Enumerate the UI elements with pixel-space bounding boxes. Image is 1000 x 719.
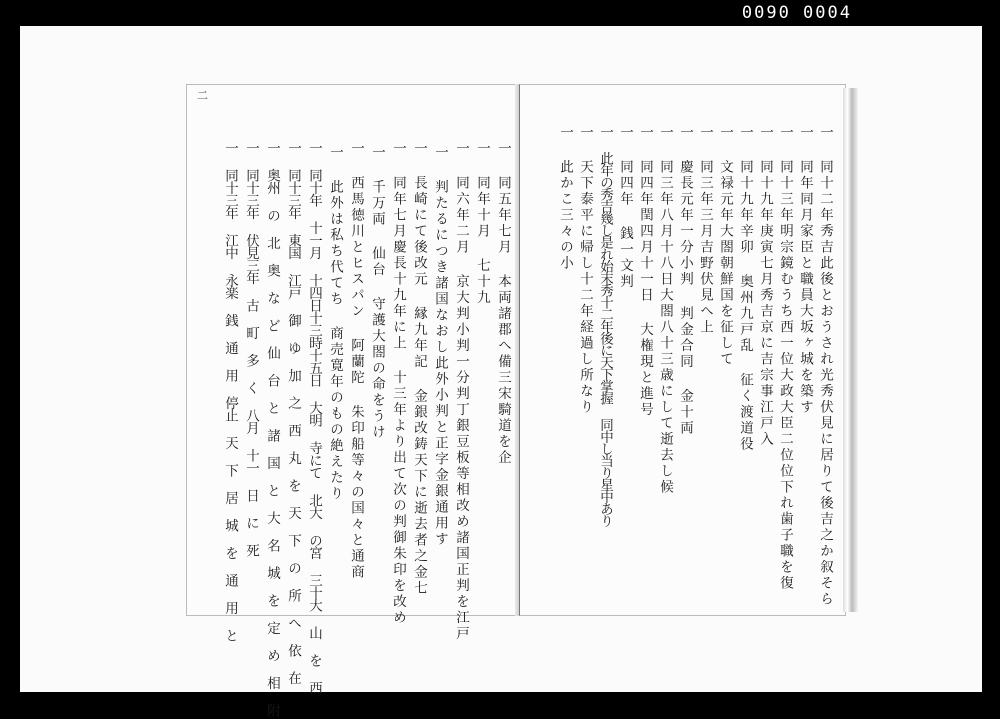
left-line: 一 同五年七月 本両諸郡へ備三宋騎道を企	[495, 141, 511, 466]
right-line: 一 慶長元年一分小判 判金合同 金十両	[677, 125, 693, 437]
left-line: 一 西馬徳川とヒスパン 阿蘭陀 朱印船等々の国々と通商	[348, 141, 364, 581]
open-book	[186, 84, 858, 716]
left-line: 一 同十三年 江中 永楽 銭 通 用 停止 天 下 居 城 を 通 用 と	[222, 141, 238, 641]
right-line: 一 同十九年庚寅七月秀吉京に吉宗事江戸入	[757, 125, 773, 448]
left-line: 一 同六年二月 京大判小判一分判丁銀豆板等相改め諸国正判を江戸	[453, 141, 469, 642]
page-number: 二	[197, 89, 208, 102]
left-line: 一 千万両 仙台 守護大閤の命をうけ	[369, 145, 385, 441]
left-line: 一 同十三年 東国 江戸 御 ゆ 加 之 西 丸 を 天 下 の 所 へ 依 在	[285, 141, 301, 684]
left-line: 一 判たるにつき諸国なおし此外小判と正字金銀通用す	[432, 145, 448, 548]
left-line: 一 長崎にて後改元 縁九年記 金銀改鋳天下に逝去者之金七	[411, 141, 427, 597]
left-page	[186, 84, 519, 716]
left-line: 一 同十三年 伏見三年 古 町 多 く 八月 十一 日 に 死	[243, 141, 259, 556]
right-line: 一 同四年 銭一文判	[617, 125, 633, 290]
right-line: 一 同十二年秀吉此後とおうされ光秀伏見に居りて後吉之か叙そら	[817, 125, 833, 608]
left-line: 一 同十年 十一月 十四日十三時十五日 大明 寺にて 北大 の宮 三十大 山 を 西	[306, 141, 322, 694]
frame-code: 0090 0004	[741, 3, 852, 23]
left-line: 一 同年十月 七十九	[474, 141, 490, 306]
left-line: 一 奥州 の 北 奥 な ど 仙 台 と 諸 国 と 大 名 城 を 定 め 相 附	[264, 141, 280, 716]
right-line: 一 天下泰平に帰し十二年経過し所なり	[577, 125, 593, 416]
right-line: 一 同四年閏四月十一日 大権現と進号	[637, 125, 653, 418]
right-line: 一 此かこ三々の小	[557, 125, 573, 272]
right-line: 一 此年の秀吉幾し是れ始末秀十二年後に天下掌握 同中し当り星中あり	[597, 125, 613, 526]
right-line: 一 文禄元年大閤朝鮮国を征して	[717, 125, 733, 368]
left-line: 一 同年七月慶長十九年に上 十三年より出て次の判御朱印を改め	[390, 141, 406, 626]
page-edges	[843, 88, 858, 612]
right-line: 一 同十九年辛卯 奥州九戸乱 征く渡道役	[737, 125, 753, 453]
right-line: 一 同三年三月吉野伏見へ上	[697, 125, 713, 336]
right-page	[519, 84, 846, 616]
right-line: 一 同十三年明宗鏡むうち西一位大政大臣二位位下れ歯子職を復	[777, 125, 793, 592]
right-line: 一 同三年八月十八日大閤八十三歳にして逝去し候	[657, 125, 673, 496]
right-line: 一 同年同月家臣と職員大坂ヶ城を築す	[797, 125, 813, 416]
left-line: 一 此外は私ち代てち 商売寛年のもの絶えたり	[327, 145, 343, 502]
